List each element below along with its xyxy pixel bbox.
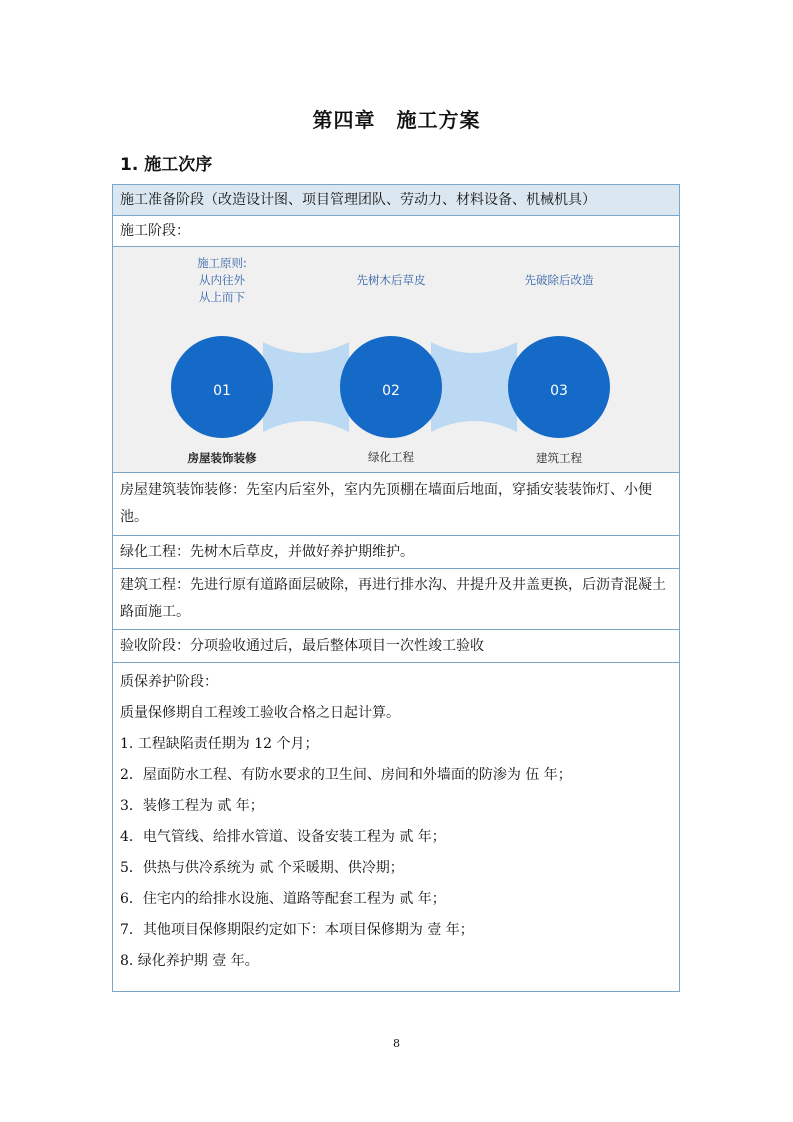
step-number-2: 02 bbox=[382, 383, 400, 399]
house-decoration-cell: 房屋建筑装饰装修：先室内后室外，室内先顶棚在墙面后地面，穿插安装装饰灯、小便池。 bbox=[113, 473, 680, 536]
step-label-1: 房屋装饰装修 bbox=[187, 451, 257, 465]
quality-item-4: 4．电气管线、给排水管道、设备安装工程为 贰 年； bbox=[120, 829, 446, 845]
page-number: 8 bbox=[393, 1037, 400, 1050]
quality-title: 质保养护阶段： bbox=[120, 674, 218, 690]
quality-item-6: 6．住宅内的给排水设施、道路等配套工程为 贰 年； bbox=[120, 891, 446, 907]
building-cell: 建筑工程：先进行原有道路面层破除，再进行排水沟、井提升及井盖更换，后沥青混凝土路面施工。 bbox=[113, 569, 680, 630]
quality-cell bbox=[113, 663, 680, 992]
prep-stage-cell: 施工准备阶段（改造设计图、项目管理团队、劳动力、材料设备、机械机具） bbox=[113, 185, 680, 216]
diagram-cell bbox=[113, 247, 680, 473]
step-number-1: 01 bbox=[213, 383, 231, 399]
quality-item-3: 3．装修工程为 贰 年； bbox=[120, 798, 264, 814]
quality-item-5: 5．供热与供冷系统为 贰 个采暖期、供冷期； bbox=[120, 860, 404, 876]
construction-sequence-table bbox=[112, 184, 680, 992]
step-label-3: 建筑工程 bbox=[536, 451, 582, 465]
quality-item-7: 7．其他项目保修期限约定如下：本项目保修期为 壹 年； bbox=[120, 922, 474, 938]
quality-intro: 质量保修期自工程竣工验收合格之日起计算。 bbox=[120, 705, 400, 721]
chapter-title: 第四章 施工方案 bbox=[312, 108, 481, 132]
step-number-3: 03 bbox=[550, 383, 568, 399]
quality-item-1: 1. 工程缺陷责任期为 12 个月； bbox=[120, 736, 319, 752]
quality-item-2: 2．屋面防水工程、有防水要求的卫生间、房间和外墙面的防渗为 伍 年； bbox=[120, 767, 572, 783]
connector-1-2 bbox=[263, 342, 349, 432]
principle-line-3: 从上而下 bbox=[199, 290, 245, 304]
greening-cell: 绿化工程：先树木后草皮，并做好养护期维护。 bbox=[113, 536, 680, 569]
step-label-2: 绿化工程 bbox=[368, 450, 414, 464]
section-heading: 1. 施工次序 bbox=[120, 155, 213, 175]
principle-line-1: 施工原则: bbox=[197, 256, 247, 270]
process-diagram bbox=[113, 247, 679, 472]
greening-principle: 先树木后草皮 bbox=[356, 273, 426, 287]
principle-line-2: 从内往外 bbox=[199, 273, 245, 287]
quality-item-8: 8. 绿化养护期 壹 年。 bbox=[120, 953, 259, 969]
building-principle: 先破除后改造 bbox=[524, 273, 594, 287]
principle-text bbox=[177, 255, 267, 306]
connector-2-3 bbox=[431, 342, 517, 432]
construction-stage-cell: 施工阶段： bbox=[113, 216, 680, 247]
acceptance-cell: 验收阶段：分项验收通过后，最后整体项目一次性竣工验收 bbox=[113, 630, 680, 663]
